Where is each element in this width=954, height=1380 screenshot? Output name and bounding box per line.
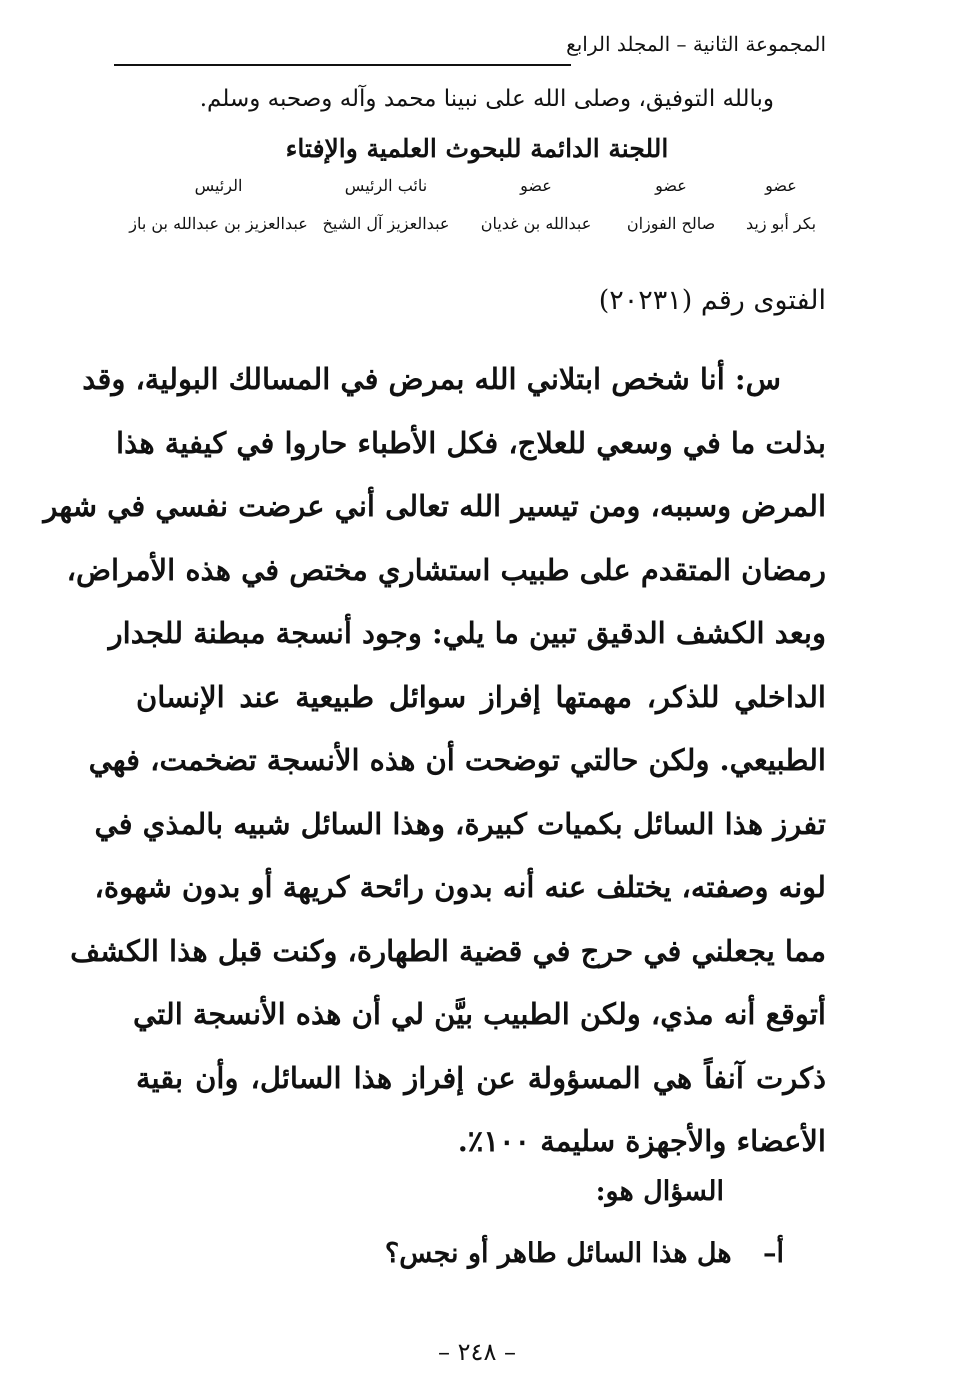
question-line: مما يجعلني في حرج في قضية الطهارة، وكنت قبل هذا الكشف bbox=[70, 933, 826, 968]
question-line: بذلت ما في وسعي للعلاج، فكل الأطباء حاروا في كيفية هذا bbox=[116, 425, 826, 460]
question-line: الأعضاء والأجهزة سليمة ١٠٠٪. bbox=[457, 1124, 826, 1158]
question-heading: السؤال هو: bbox=[595, 1176, 724, 1207]
question-text bbox=[43, 348, 826, 1174]
question-line: الطبيعي. ولكن حالتي توضحت أن هذه الأنسجة تضخمت، فهي bbox=[88, 743, 826, 777]
signatories-block bbox=[126, 178, 826, 258]
question-line: س: أنا شخص ابتلاني الله بمرض في المسالك البولية، وقد bbox=[82, 362, 781, 396]
question-line: الداخلي للذكر، مهمتها إفراز سوائل طبيعية عند الإنسان bbox=[136, 679, 826, 714]
signatory bbox=[616, 178, 726, 232]
signatory-name: عبدالله بن غديان bbox=[480, 214, 592, 233]
signatory bbox=[316, 178, 456, 232]
signatory bbox=[471, 178, 601, 232]
question-line: تفرز هذا السائل بكميات كبيرة، وهذا السائل شبيه بالمذي في bbox=[94, 806, 826, 841]
question-line: رمضان المتقدم على طبيب استشاري مختص في هذه الأمراض، bbox=[66, 552, 826, 587]
question-line: ذكرت آنفاً هي المسؤولة عن إفراز هذا السائل، وأن بقية bbox=[136, 1060, 826, 1095]
question-line: المرض وسببه، ومن تيسير الله تعالى أني عرضت نفسي في شهر bbox=[43, 489, 826, 523]
signatory-role: عضو bbox=[520, 176, 552, 195]
running-header bbox=[114, 30, 826, 70]
signatory bbox=[736, 178, 826, 232]
signatory-role: عضو bbox=[655, 176, 687, 195]
running-title: المجموعة الثانية – المجلد الرابع bbox=[566, 32, 826, 56]
question-line: وبعد الكشف الدقيق تبين ما يلي: وجود أنسجة مبطنة للجدار bbox=[108, 616, 826, 650]
header-rule bbox=[114, 64, 571, 66]
question-line: لونه وصفته، يختلف عنه أنه بدون رائحة كريهة أو بدون شهوة، bbox=[94, 870, 826, 904]
signatory-name: بكر أبو زيد bbox=[745, 214, 817, 233]
signatory-role: نائب الرئيس bbox=[344, 176, 428, 195]
signatory-name: عبدالعزيز آل الشيخ bbox=[322, 214, 450, 233]
signatory-role: الرئيس bbox=[194, 176, 243, 195]
question-line: أتوقع أنه مذي، ولكن الطبيب بيَّن لي أن هذه الأنسجة التي bbox=[132, 997, 826, 1031]
list-item-marker: أ– bbox=[762, 1238, 784, 1269]
signatory-role: عضو bbox=[765, 176, 797, 195]
committee-name: اللجنة الدائمة للبحوث العلمية والإفتاء bbox=[285, 134, 669, 163]
signatory bbox=[126, 178, 311, 232]
list-item bbox=[385, 1238, 784, 1269]
page-number: – ٢٤٨ – bbox=[438, 1338, 516, 1366]
signatory-name: صالح الفوزان bbox=[626, 214, 716, 233]
fatwa-number: الفتوى رقم (٢٠٢٣١) bbox=[598, 285, 826, 316]
signatory-name: عبدالعزيز بن عبدالله بن باز bbox=[129, 214, 308, 233]
closing-line: وبالله التوفيق، وصلى الله على نبينا محمد وآله وصحبه وسلم. bbox=[199, 86, 774, 112]
list-item-text: هل هذا السائل طاهر أو نجس؟ bbox=[384, 1238, 732, 1269]
